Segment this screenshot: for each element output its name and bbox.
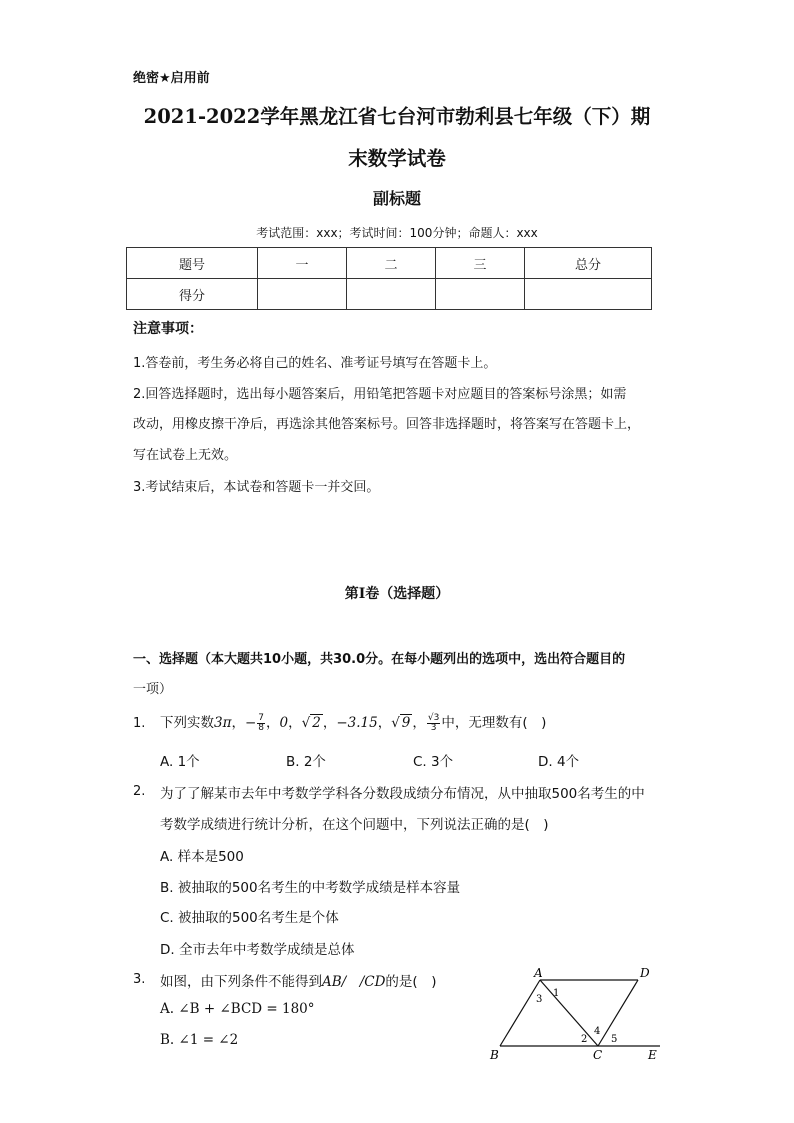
q1-prefix: 下列实数 <box>160 715 214 731</box>
q1-fraction <box>257 714 265 733</box>
section-title: 第I卷（选择题） <box>344 586 450 602</box>
q1-fraction <box>427 714 440 733</box>
question-3-text <box>160 970 436 990</box>
part-heading: 一、选择题（本大题共10小题，共30.0分。在每小题列出的选项中，选出符合题目的 <box>133 652 626 667</box>
exam-info: 考试范围：xxx；考试时间：100分钟；命题人：xxx <box>256 226 538 240</box>
line-ac <box>540 980 601 1046</box>
confidential-label: 绝密★启用前 <box>133 71 210 86</box>
q1-minus: − <box>244 715 257 731</box>
score-cell <box>258 279 347 310</box>
exam-title-line1: 2021-2022学年黑龙江省七台河市勃利县七年级（下）期 <box>143 105 651 128</box>
option-a: A. ∠B + ∠BCD = 180° <box>160 1001 315 1017</box>
option-c: C. 被抽取的500名考生是个体 <box>160 910 339 926</box>
q1-item: 3π <box>214 715 232 731</box>
angle-label: 5 <box>611 1034 618 1045</box>
q1-item: 0 <box>279 715 289 731</box>
q1-sqrt-radicand: 9 <box>401 715 411 731</box>
score-header-cell: 一 <box>258 248 347 279</box>
point-label: E <box>648 1048 657 1062</box>
score-cell <box>436 279 525 310</box>
q3-prefix: 如图，由下列条件不能得到 <box>160 974 322 990</box>
line-ab <box>500 980 543 1046</box>
angle-label: 2 <box>581 1034 588 1045</box>
subtitle: 副标题 <box>372 189 421 208</box>
score-row-label: 得分 <box>127 279 258 310</box>
angle-label: 1 <box>553 988 560 999</box>
q1-suffix: 中，无理数有( ) <box>441 715 547 731</box>
q1-sqrt-radicand: 2 <box>312 715 321 731</box>
point-label: A <box>534 966 543 980</box>
option-d: D. 4个 <box>538 754 580 770</box>
point-label: C <box>593 1048 603 1062</box>
exam-title-line2: 末数学试卷 <box>348 147 446 170</box>
score-table <box>126 247 652 310</box>
question-number: 1. <box>133 716 146 731</box>
score-header-cell: 二 <box>347 248 436 279</box>
score-cell <box>347 279 436 310</box>
score-header-cell: 总分 <box>525 248 652 279</box>
note-item: 改动，用橡皮擦干净后，再选涂其他答案标号。回答非选择题时，将答案写在答题卡上， <box>133 417 641 432</box>
score-cell <box>525 279 652 310</box>
question-1-text: 下列实数3π，− $\frac{7}{8}$ ，0，√ 2 ，−3.15，√ 9 ， $\frac{√3}{3}$ 中，无理数有( ) <box>160 712 547 733</box>
line-dc <box>598 980 638 1046</box>
question-number: 2. <box>133 784 146 799</box>
q1-frac-num: 7 <box>258 712 265 723</box>
q1-item: −3.15 <box>336 715 378 731</box>
option-b: B. 2个 <box>286 754 326 770</box>
point-label: D <box>640 966 650 980</box>
note-item: 1.答卷前，考生务必将自己的姓名、准考证号填写在答题卡上。 <box>133 356 497 371</box>
point-label: B <box>490 1048 499 1062</box>
geometry-figure <box>484 964 674 1064</box>
option-a: A. 1个 <box>160 754 200 770</box>
q1-sqrt: √ 9 <box>391 715 411 731</box>
option-a: A. 样本是500 <box>160 849 244 865</box>
question-number: 3. <box>133 972 146 987</box>
q3-suffix: 的是( ) <box>385 974 437 990</box>
option-d: D. 全市去年中考数学成绩是总体 <box>160 942 355 958</box>
option-b: B. ∠1 = ∠2 <box>160 1032 239 1048</box>
question-2-line2: 考数学成绩进行统计分析，在这个问题中，下列说法正确的是( ) <box>160 817 549 833</box>
angle-label: 4 <box>594 1026 601 1037</box>
angle-label: 3 <box>536 994 543 1005</box>
note-item: 2.回答选择题时，选出每小题答案后，用铅笔把答题卡对应题目的答案标号涂黑；如需 <box>133 387 627 402</box>
note-item: 写在试卷上无效。 <box>133 448 238 463</box>
option-c: C. 3个 <box>413 754 454 770</box>
question-2-line1: 为了了解某市去年中考数学学科各分数段成绩分布情况，从中抽取500名考生的中 <box>160 786 645 802</box>
notes-heading: 注意事项： <box>133 321 203 337</box>
score-header-cell: 三 <box>436 248 525 279</box>
q1-frac-num: √3 <box>427 712 440 723</box>
note-item: 3.考试结束后，本试卷和答题卡一并交回。 <box>133 480 380 495</box>
option-b: B. 被抽取的500名考生的中考数学成绩是样本容量 <box>160 880 461 896</box>
part-heading-cont: 一项） <box>133 682 173 697</box>
q3-math: AB/ /CD <box>322 974 386 990</box>
q1-frac-den: 3 <box>430 722 437 733</box>
score-table-row <box>127 279 652 310</box>
q1-frac-den: 8 <box>258 722 265 733</box>
score-header-cell: 题号 <box>127 248 258 279</box>
q1-sqrt: √ 2 <box>301 715 321 731</box>
score-table-header-row <box>127 248 652 279</box>
